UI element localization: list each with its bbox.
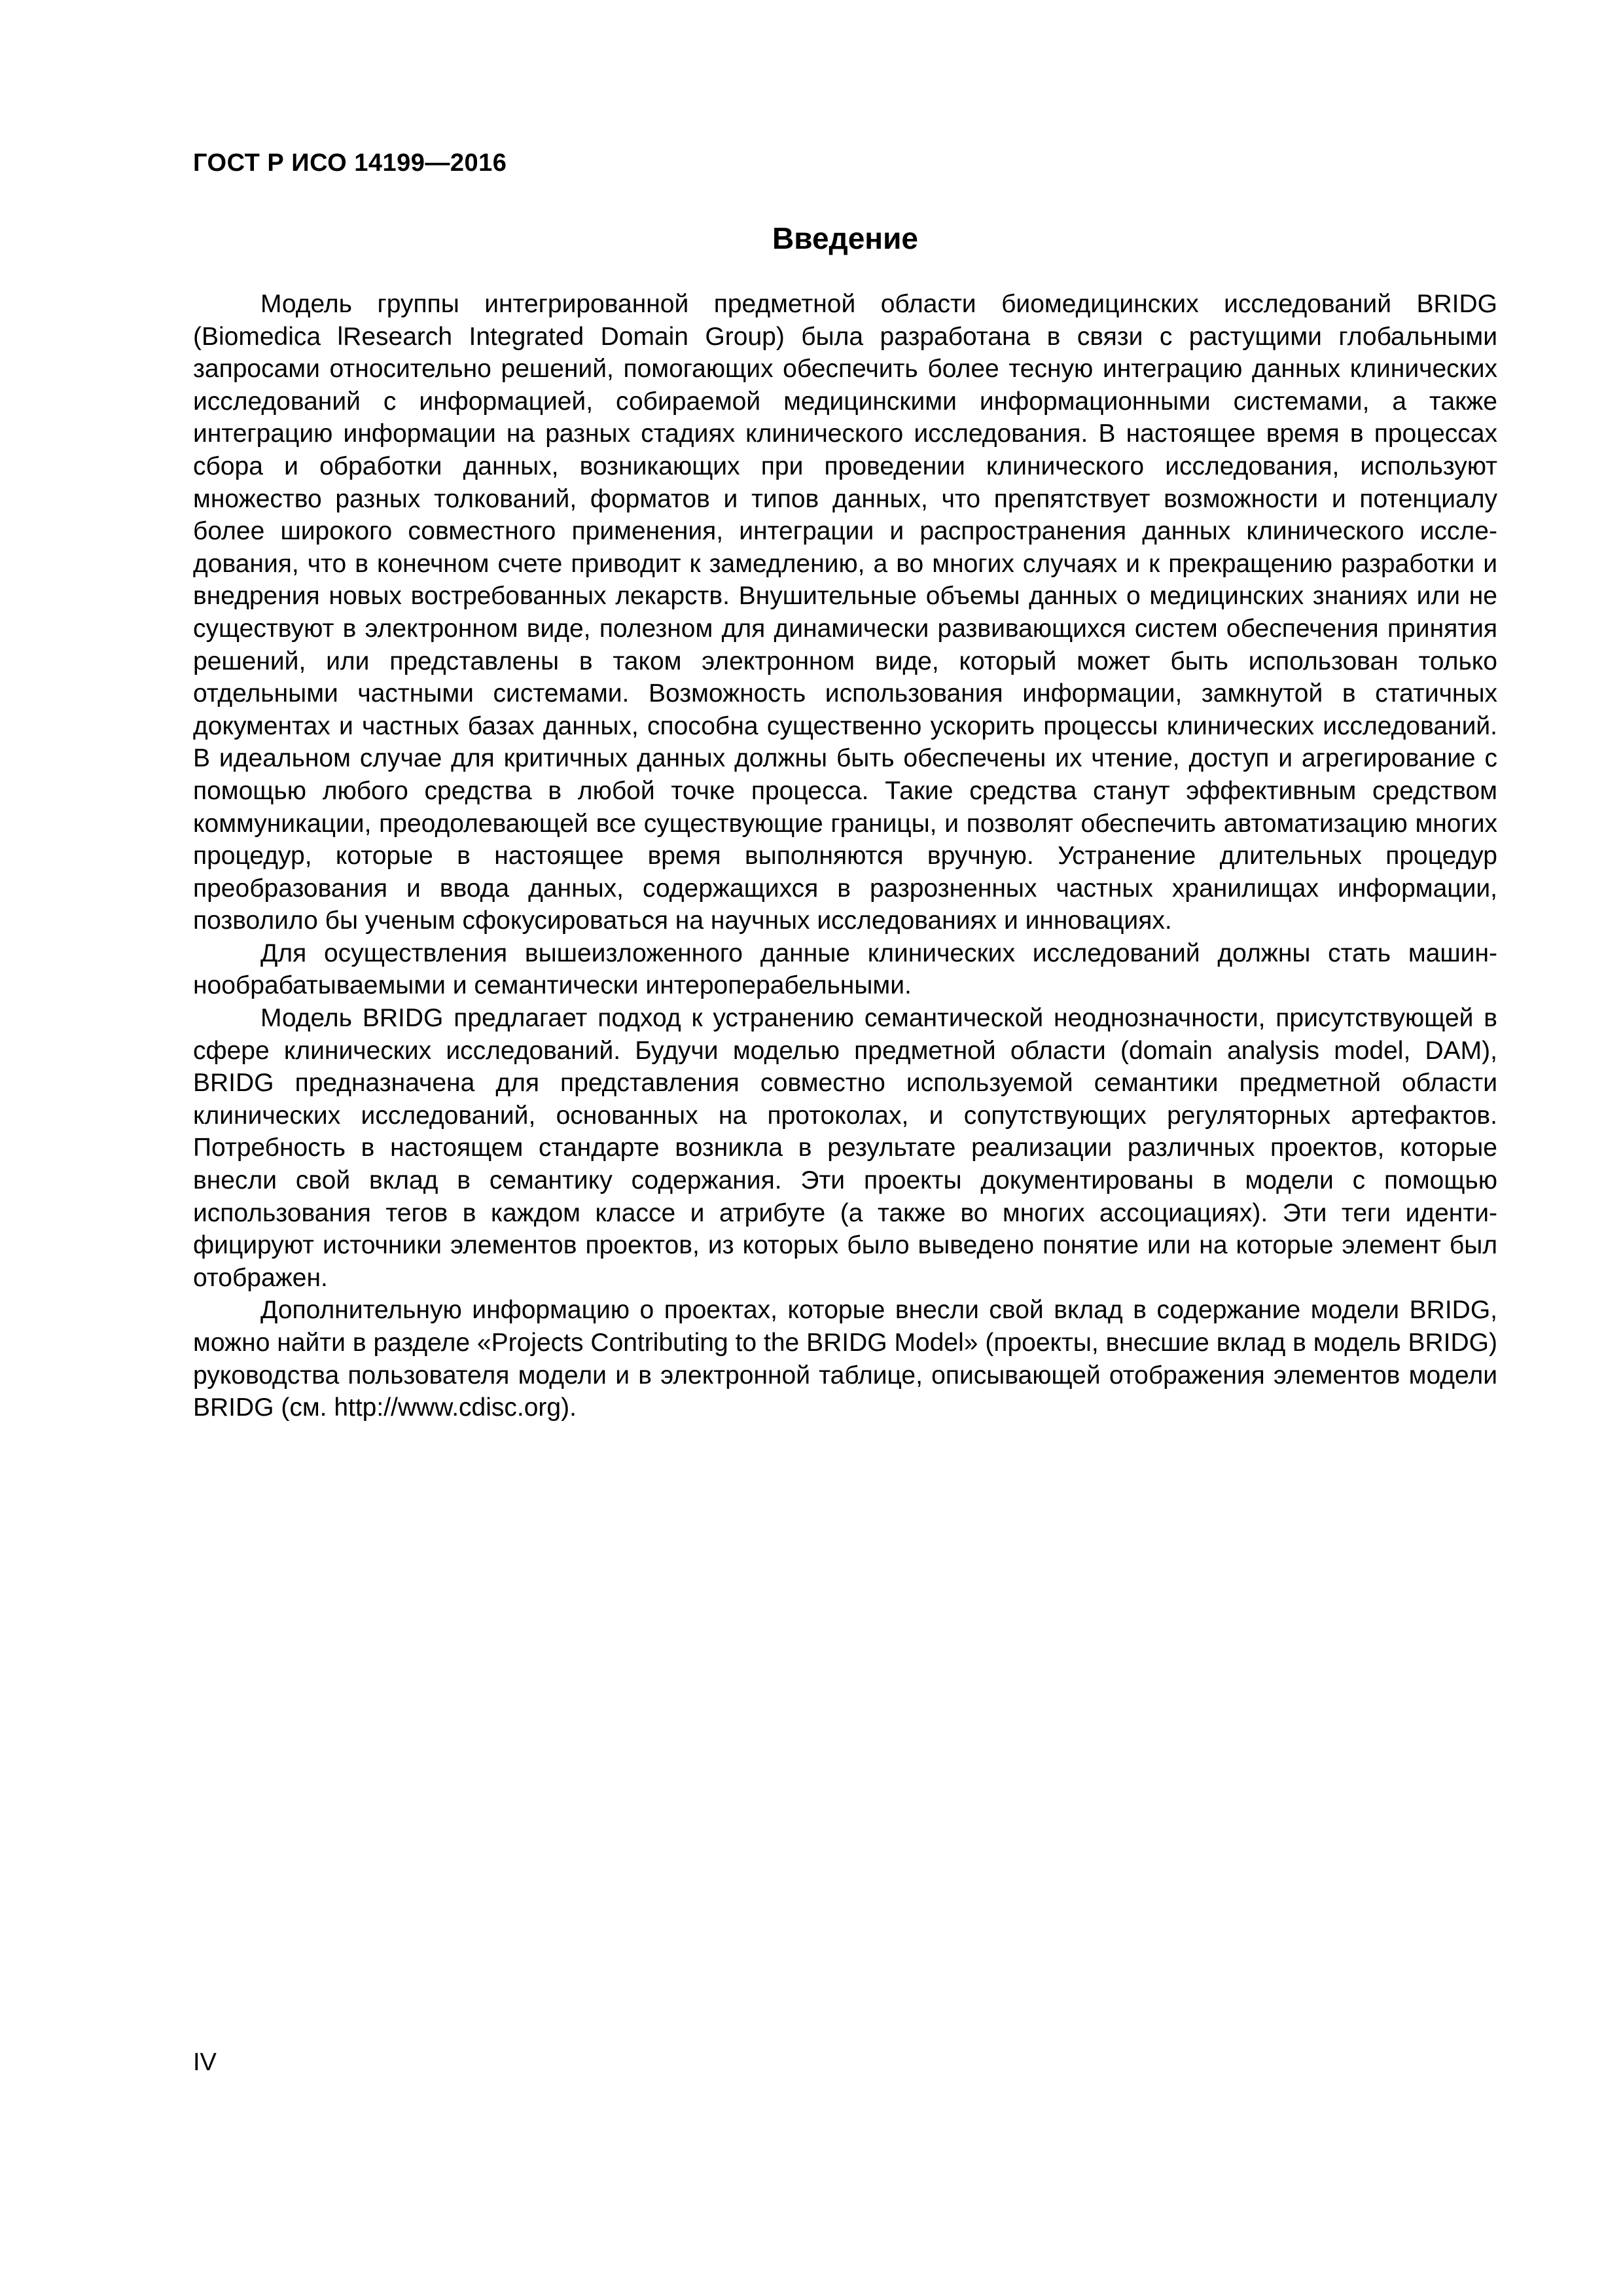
section-title: Введение — [772, 221, 918, 255]
paragraph-4: Дополнительную информацию о проектах, которые внесли свой вклад в содержание модели BRIDG, можно найти в разделе «Projects Contributing to the BRIDG Model» (проекты, внесшие вклад в модель BRIDG) руководства пользователя модели и в электронной таблице, описывающей отображения элементов модели BRIDG (см. http://www.cdisc.org). — [193, 1296, 1497, 1422]
body-text — [193, 288, 1497, 1424]
paragraph-2: Для осуществления вышеизложенного данные клинических исследований должны стать машиннообрабатываемыми и семантически интероперабельными. — [193, 939, 1497, 1000]
paragraph-3: Модель BRIDG предлагает подход к устранению семантической неоднозначности, присутствующей в сфере клинических исследований. Будучи моделью предметной области (domain analysis model, DAM), BRIDG предназначена для представления совместно используемой семантики предметной области клинических исследований, основанных на протоколах, и сопутствующих регуляторных артефактов. Потребность в настоящем стандарте возникла в результате реализации различных проектов, которые внесли свой вклад в семантику содержания. Эти проекты документированы в модели с помощью использования тегов в каждом классе и атрибуте (а также во многих ассоциациях). Эти теги идентифицируют источники элементов проектов, из которых было выведено понятие или на которые элемент был отображен. — [193, 1004, 1497, 1292]
document-code-header: ГОСТ Р ИСО 14199—2016 — [193, 149, 507, 177]
page-number: IV — [193, 2049, 217, 2076]
paragraph-1: Модель группы интегрированной предметной области биомедицинских исследований BRIDG (Biomedica lResearch Integrated Domain Group) была разработана в связи с растущими глобальными запросами относительно решений, помогающих обеспечить более тесную интеграцию данных клинических исследований с информацией, собираемой медицинскими информационными системами, а также интеграцию информации на разных стадиях клинического исследования. В настоящее время в процессах сбора и обработки данных, возникающих при проведении клинического исследования, используют множество разных толкований, форматов и типов данных, что препятствует возможности и потенциалу более широкого совместного применения, интеграции и распространения данных клинического исследования, что в конечном счете приводит к замедлению, а во многих случаях и к прекращению разработки и внедрения новых востребованных лекарств. Внушительные объемы данных о медицинских знаниях или не существуют в электронном виде, полезном для динамически развивающихся систем обеспечения принятия решений, или представлены в таком электронном виде, который может быть использован только отдельными частными системами. Возможность использования информации, замкнутой в статичных документах и частных базах данных, способна существенно ускорить процессы клинических исследований. В идеальном случае для критичных данных должны быть обеспечены их чтение, доступ и агрегирование с помощью любого средства в любой точке процесса. Такие средства станут эффективным средством коммуникации, преодолевающей все существующие границы, и позволят обеспечить автоматизацию многих процедур, которые в настоящее время выполняются вручную. Устранение длительных процедур преобразования и ввода данных, содержащихся в разрозненных частных хранилищах информации, позволило бы ученым сфокусироваться на научных исследованиях и инновациях. — [193, 290, 1497, 935]
